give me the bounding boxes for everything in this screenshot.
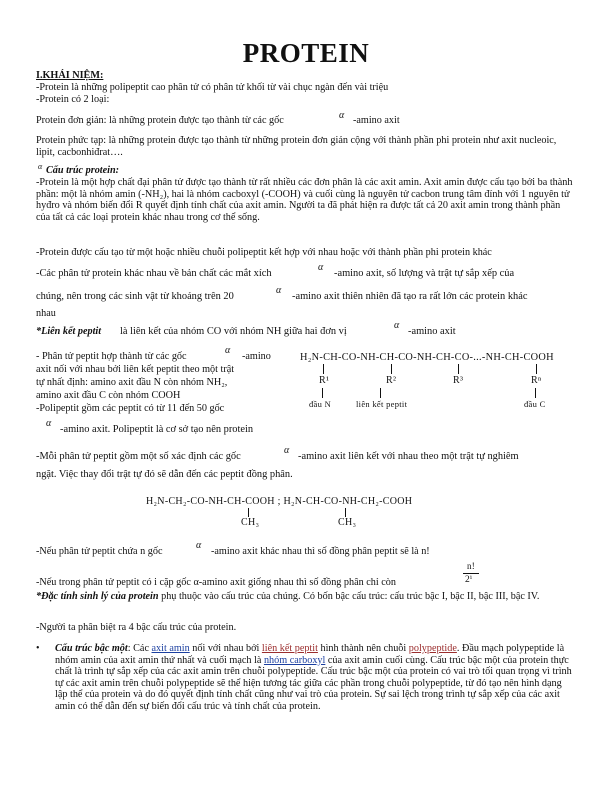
paragraph: Protein phức tạp: là những protein được tạo thành từ những protein đơn giản cộng với thành phần phi protein như axit nucleoic, lipit, cacbonhiđrat…. [36,135,557,158]
bullet-paragraph [55,643,575,713]
peptide-chain-formula: H₂N-CH-CO-NH-CH-CO-NH-CH-CO-...-NH-CH-COOH [300,352,554,363]
bond-line [345,508,346,517]
paragraph-line: -amino axit liên kết với nhau theo một trật tự nghiêm [298,451,519,462]
paragraph-text: nối với nhau bởi [192,643,260,654]
link-carboxyl-group[interactable]: nhóm carboxyl [263,654,326,666]
paragraph-text: hình thành nên chuỗi [320,643,407,654]
pointer-line [380,388,381,398]
alpha-symbol: α [284,445,290,456]
alpha-symbol: α [339,110,345,121]
alpha-symbol: α [196,540,202,551]
isomer-formula: H₂N-CH₂-CO-NH-CH-COOH ; H₂N-CH-CO-NH-CH₂-COOH [146,496,413,507]
link-polypeptide[interactable]: polypeptide [408,643,457,654]
section-heading-definition: I.KHÁI NIỆM: [36,70,104,81]
label-n-terminus: đầu N [309,399,332,409]
paragraph: -Protein là một hợp chất đại phân tử được tạo thành từ rất nhiều các đơn phân là các axit amin. Axit amin được cấu tạo bởi ba thành phần: một là nhóm amin (-NH₂), hai là nhóm cacboxyl (-COOH) và cuối cùng là nguyên tử cacbon trung tâm đính với 1 nguyên tử hyđro và nhóm biến đổi R quyết định tính chất của axit amin. Người ta đã phát hiện ra được tất cả 20 axit amin trong thành phần của tất cả các loại protein khác nhau trong cơ thể sống. [36,177,573,223]
paragraph-line: -amino axit thiên nhiên đã tạo ra rất lớn các protein khác [292,291,528,302]
paragraph-line: -amino axit khác nhau thì số đồng phân peptit sẽ là n! [211,546,430,557]
bond-line [248,508,249,517]
residue-r2: R² [386,375,397,386]
paragraph-line: - Phân tử peptit hợp thành từ các gốc [36,351,187,362]
fraction-numerator: n! [467,561,476,571]
paragraph-line: ngặt. Việc thay đổi trật tự đó sẽ dẫn đến các peptit đồng phân. [36,469,293,480]
paragraph-line: -Mỗi phân tử peptit gồm một số xác định các gốc [36,451,241,462]
paragraph-line: -amino axit [408,326,456,337]
paragraph-line: -amino axit, số lượng và trật tự sắp xếp của [334,268,515,279]
paragraph-line: -Protein có 2 loại: [36,94,110,105]
paragraph-text: : Các [127,643,149,654]
paragraph-line: -Nếu trong phân tử peptit có i cặp gốc α-amino axit giống nhau thì số đồng phân chỉ còn [36,577,396,588]
methyl-group: CH₃ [338,517,357,528]
bond-line [391,364,392,374]
alpha-symbol: α [38,162,43,171]
paragraph-text: . Đầu mạch polypeptide là nhóm amin của axit amin thứ nhất và cuối mạch là [55,643,565,666]
label-peptide-bond: liên kết peptit [356,399,408,409]
residue-r1: R¹ [319,375,330,386]
section-heading-structure: Cấu trúc protein: [46,165,120,176]
paragraph-line: Protein đơn giản: là những protein được tạo thành từ các gốc [36,115,284,126]
alpha-symbol: α [318,262,324,273]
paragraph-line: -amino [242,351,271,362]
paragraph-line: nhau [36,308,56,319]
paragraph-line: axit nối với nhau bởi liên kết peptit theo một trật [36,364,235,375]
pointer-line [322,388,323,398]
residue-rn: Rⁿ [531,375,542,386]
paragraph-line: -Polipeptit gồm các peptit có từ 11 đến 50 gốc [36,403,225,414]
paragraph [36,591,576,603]
link-peptide-bond[interactable]: liên kết peptit [261,643,318,654]
paragraph-line: -Các phân tử protein khác nhau về bản chất các mắt xích [36,268,272,279]
paragraph-line: -Nếu phân tử peptit chứa n gốc [36,546,163,557]
bond-line [536,364,537,374]
label-c-terminus: đầu C [524,399,546,409]
pointer-line [535,388,536,398]
paragraph-line: tự nhất định: amino axit đầu N còn nhóm NH₂, [36,377,228,388]
bold-term: *Đặc tính sinh lý của protein [36,591,159,602]
link-amino-acid[interactable]: axit amin [151,643,190,654]
paragraph-line: amino axit đầu C còn nhóm COOH [36,390,181,401]
page-title: PROTEIN [242,38,370,68]
paragraph-text: của axit amin cuối cùng. Cấu trúc bậc một của protein thực chất là trình tự sắp xếp của các axit amin trên chuỗi polypeptide. Cấu trúc bậc một của protein có vai trò tối quan trọng vì trình tự các axit amin trên chuỗi polypeptide sẽ thể hiện tương tác giữa các phần trong chuỗi polypeptide, từ đó tạo nên hình dạng lập thể của protein và do đó quyết định tính chất cũng như vai trò của protein. Sự sai lệch trong trình tự sắp xếp của các axit amin có thể dẫn đến sự biến đổi cấu trúc và tính chất của protein. [55,654,572,712]
paragraph-line: chúng, nên trong các sinh vật từ khoảng trên 20 [36,291,234,302]
alpha-symbol: α [225,345,231,356]
paragraph-line: là liên kết của nhóm CO với nhóm NH giữa hai đơn vị [120,326,347,337]
alpha-symbol: α [46,418,52,429]
paragraph-line: -Protein được cấu tạo từ một hoặc nhiều chuỗi polipeptit kết hợp với nhau hoặc với thành phần phi protein khác [36,247,492,258]
bold-term: Cấu trúc bậc một [55,643,128,654]
fraction-denominator: 2ⁱ [465,575,473,585]
residue-r3: R³ [453,375,464,386]
paragraph-line: -amino axit [353,115,400,126]
paragraph-text: phụ thuộc vào cấu trúc của chúng. Có bốn bậc cấu trúc: cấu trúc bậc I, bậc II, bậc III, bậc IV. [161,591,540,602]
bullet-icon: • [36,643,40,654]
paragraph-line: -Protein là những polipeptit cao phân tử có phân tử khối từ vài chục ngàn đến vài triệu [36,82,389,93]
alpha-symbol: α [276,285,282,296]
bold-term: *Liên kết peptit [36,326,102,337]
paragraph-line: -amino axit. Polipeptit là cơ sở tạo nên protein [60,424,254,435]
paragraph-line: -Người ta phân biệt ra 4 bậc cấu trúc của protein. [36,622,237,633]
bond-line [323,364,324,374]
methyl-group: CH₃ [241,517,260,528]
alpha-symbol: α [394,320,400,331]
bond-line [458,364,459,374]
